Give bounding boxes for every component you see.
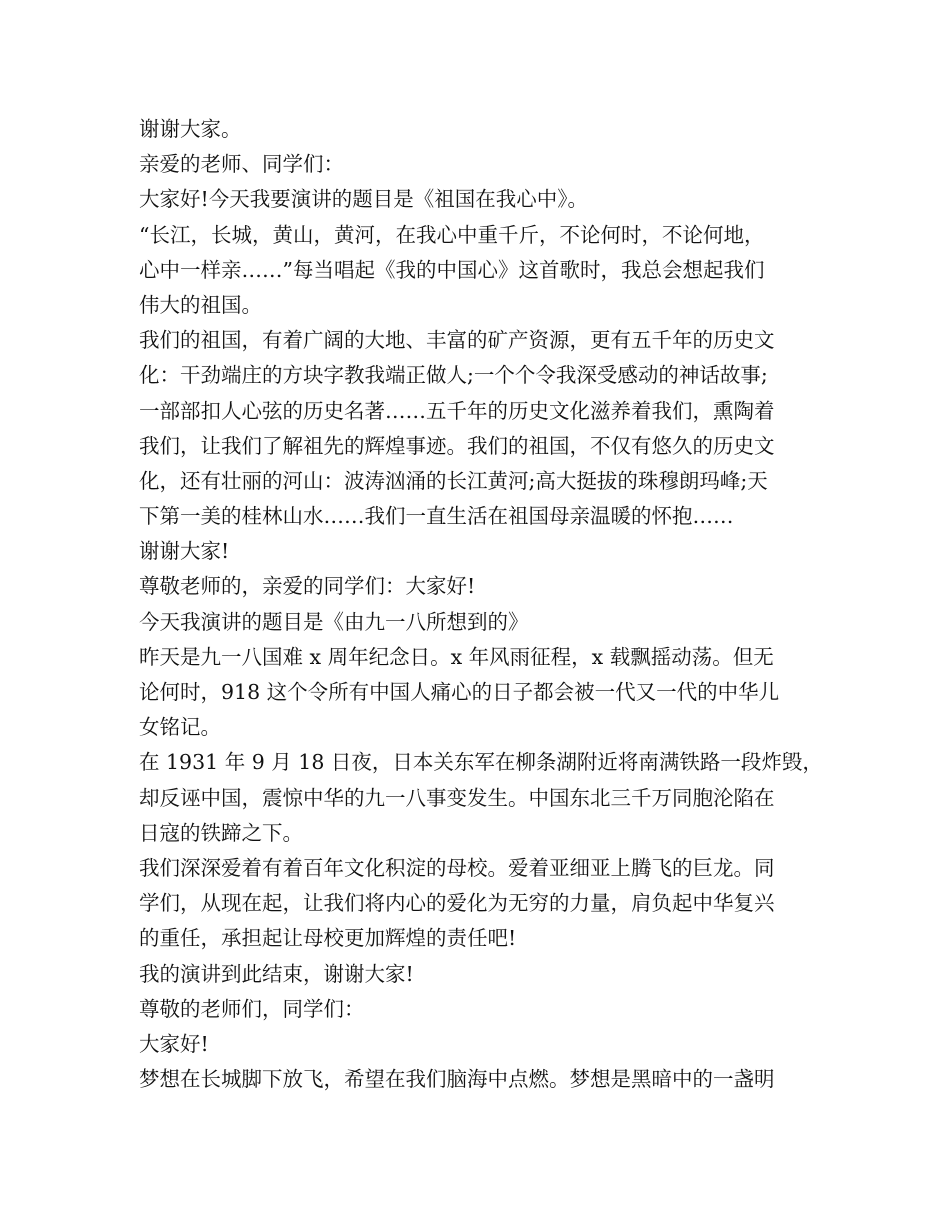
text-line: 我们的祖国，有着广阔的大地、丰富的矿产资源，更有五千年的历史文: [139, 328, 775, 353]
text-line: 梦想在长城脚下放飞，希望在我们脑海中点燃。梦想是黑暗中的一盏明: [139, 1067, 775, 1092]
text-line: 谢谢大家!: [139, 539, 230, 564]
text-line: 我的演讲到此结束，谢谢大家!: [139, 961, 414, 986]
text-line: 化：干劲端庄的方块字教我端正做人;一个个令我深受感动的神话故事;: [139, 363, 768, 388]
text-line: “长江，长城，黄山，黄河，在我心中重千斤，不论何时，不论何地，: [139, 222, 765, 247]
text-line: 却反诬中国，震惊中华的九一八事变发生。中国东北三千万同胞沦陷在: [139, 785, 775, 810]
text-line: 大家好!: [139, 1031, 209, 1056]
text-line: 下第一美的桂林山水……我们一直生活在祖国母亲温暖的怀抱……: [139, 504, 734, 529]
text-line: 我们深深爱着有着百年文化积淀的母校。爱着亚细亚上腾飞的巨龙。同: [139, 855, 775, 880]
text-line: 大家好!今天我要演讲的题目是《祖国在我心中》。: [139, 187, 588, 212]
text-line: 尊敬老师的，亲爱的同学们：大家好!: [139, 574, 476, 599]
text-line: 昨天是九一八国难 x 周年纪念日。x 年风雨征程，x 载飘摇动荡。但无: [139, 644, 774, 669]
text-line: 我们，让我们了解祖先的辉煌事迹。我们的祖国，不仅有悠久的历史文: [139, 433, 775, 458]
text-line: 化，还有壮丽的河山：波涛汹涌的长江黄河;高大挺拔的珠穆朗玛峰;天: [139, 468, 768, 493]
text-line: 一部部扣人心弦的历史名著……五千年的历史文化滋养着我们，熏陶着: [139, 398, 775, 423]
text-line: 伟大的祖国。: [139, 292, 262, 317]
text-line: 日寇的铁蹄之下。: [139, 820, 303, 845]
text-line: 学们，从现在起，让我们将内心的爱化为无穷的力量，肩负起中华复兴: [139, 891, 775, 916]
text-line: 女铭记。: [139, 715, 221, 740]
text-line: 在 1931 年 9 月 18 日夜，日本关东军在柳条湖附近将南满铁路一段炸毁，: [139, 750, 823, 775]
text-line: 的重任，承担起让母校更加辉煌的责任吧!: [139, 926, 517, 951]
text-line: 论何时，918 这个令所有中国人痛心的日子都会被一代又一代的中华儿: [139, 680, 780, 704]
text-line: 今天我演讲的题目是《由九一八所想到的》: [139, 609, 529, 634]
text-line: 心中一样亲……”每当唱起《我的中国心》这首歌时，我总会想起我们: [139, 257, 765, 282]
text-line: 谢谢大家。: [139, 117, 242, 141]
text-line: 亲爱的老师、同学们：: [139, 152, 344, 177]
document-body: [139, 112, 829, 1097]
text-line: 尊敬的老师们，同学们：: [139, 996, 365, 1021]
